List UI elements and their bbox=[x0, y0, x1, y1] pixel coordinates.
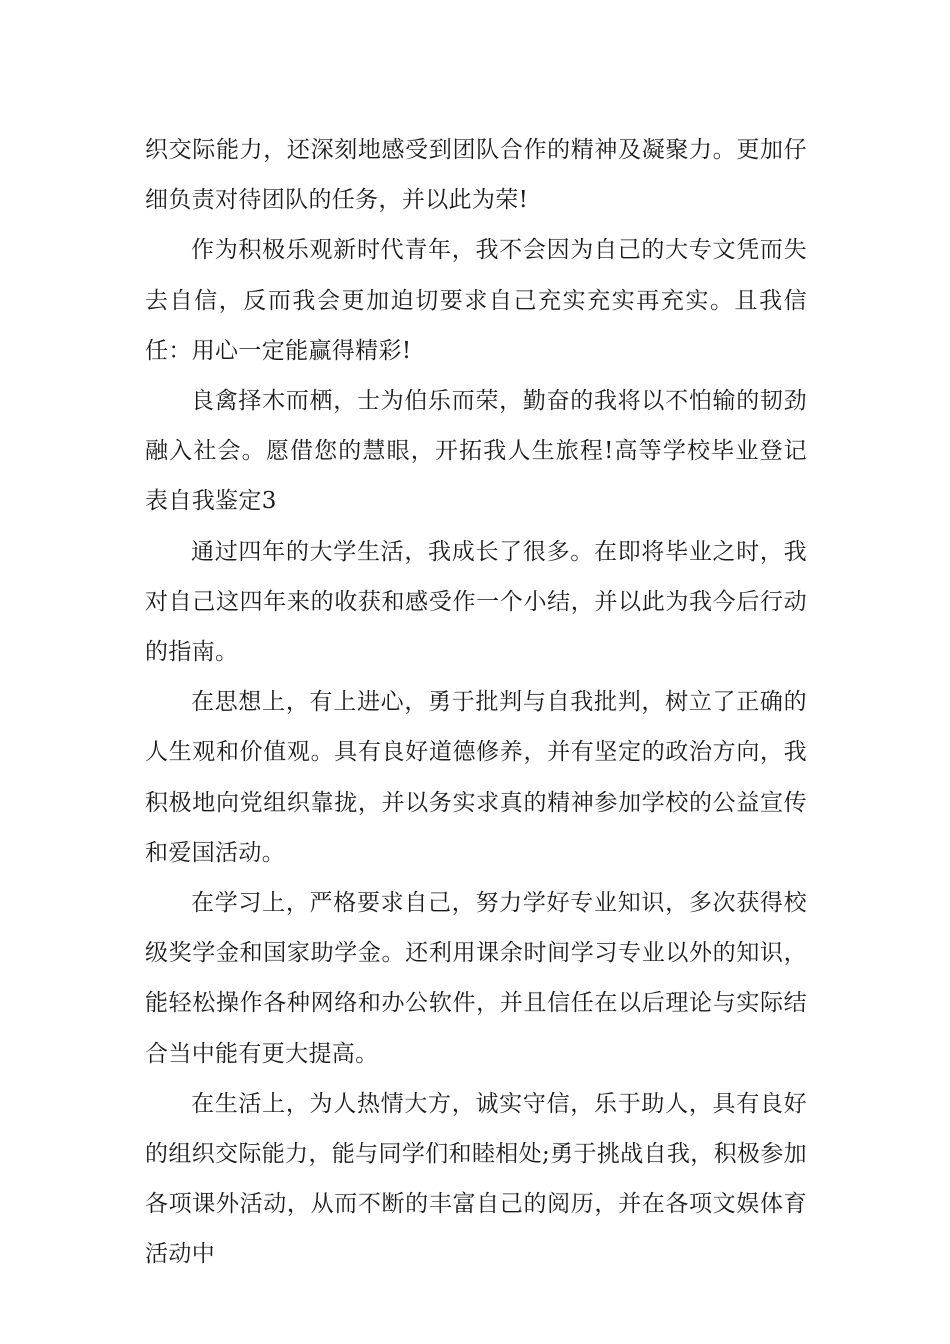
document-body bbox=[145, 125, 807, 1280]
paragraph-7: 在生活上，为人热情大方，诚实守信，乐于助人，具有良好的组织交际能力，能与同学们和睦相处;勇于挑战自我，积极参加各项课外活动，从而不断的丰富自己的阅历，并在各项文娱体育活动中 bbox=[145, 1090, 807, 1268]
paragraph-4: 通过四年的大学生活，我成长了很多。在即将毕业之时，我对自己这四年来的收获和感受作一个小结，并以此为我今后行动的指南。 bbox=[145, 538, 807, 666]
paragraph-6: 在学习上，严格要求自己，努力学好专业知识，多次获得校级奖学金和国家助学金。还利用课余时间学习专业以外的知识，能轻松操作各种网络和办公软件，并且信任在以后理论与实际结合当中能有更大提高。 bbox=[145, 890, 807, 1067]
paragraph-5: 在思想上，有上进心，勇于批判与自我批判，树立了正确的人生观和价值观。具有良好道德修养，并有坚定的政治方向，我积极地向党组织靠拢，并以务实求真的精神参加学校的公益宣传和爱国活动。 bbox=[145, 689, 807, 866]
paragraph-2: 作为积极乐观新时代青年，我不会因为自己的大专文凭而失去自信，反而我会更加迫切要求自己充实充实再充实。且我信任：用心一定能赢得精彩! bbox=[145, 237, 807, 364]
paragraph-1: 织交际能力，还深刻地感受到团队合作的精神及凝聚力。更加仔细负责对待团队的任务，并以此为荣! bbox=[145, 137, 807, 214]
paragraph-3: 良禽择木而栖，士为伯乐而荣，勤奋的我将以不怕输的韧劲融入社会。愿借您的慧眼，开拓我人生旅程!高等学校毕业登记表自我鉴定3 bbox=[145, 388, 807, 515]
